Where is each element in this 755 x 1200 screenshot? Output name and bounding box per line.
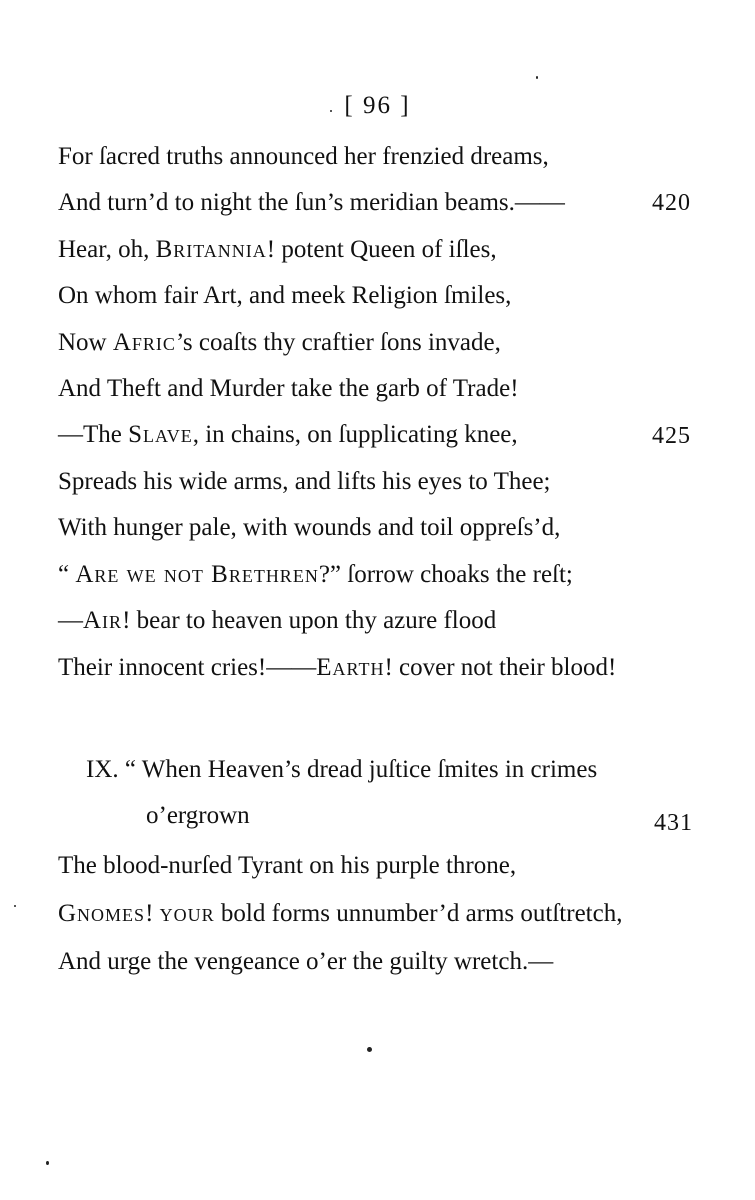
verse-text: The blood-nurſed Tyrant on his purple throne, <box>58 852 517 879</box>
verse-text: Their innocent cries!—— <box>58 654 317 681</box>
ink-speck <box>367 1047 372 1052</box>
small-caps-name: Slave <box>128 421 193 448</box>
verse-line <box>58 900 622 928</box>
small-caps-name: Are we not Brethren <box>75 561 319 588</box>
verse-line <box>58 421 518 449</box>
verse-text: ! bear to heaven upon thy azure flood <box>122 607 497 634</box>
verse-text: o’ergrown <box>146 802 250 829</box>
ink-speck <box>536 76 538 79</box>
verse-line <box>58 514 560 542</box>
verse-line <box>58 236 497 264</box>
verse-text: ! <box>145 900 160 927</box>
small-caps-name: Afric <box>112 329 176 356</box>
line-number: 420 <box>652 190 691 216</box>
verse-line <box>58 852 516 880</box>
verse-text: And turn’d to night the ſun’s meridian beams.—— <box>58 189 565 216</box>
verse-text: IX. “ When Heaven’s dread juſtice ſmites in crimes <box>86 756 598 783</box>
small-caps-name: Gnomes <box>58 900 146 927</box>
verse-text: “ <box>58 561 76 588</box>
verse-line <box>58 143 549 171</box>
small-caps-word: your <box>159 900 215 927</box>
verse-text: And Theft and Murder take the garb of Trade! <box>58 375 519 402</box>
ink-speck <box>46 1161 49 1165</box>
verse-text: —The <box>58 421 129 448</box>
verse-text: Spreads his wide arms, and lifts his eyes to Thee; <box>58 468 551 495</box>
small-caps-name: Air <box>83 607 123 634</box>
small-caps-name: Britannia <box>155 236 267 263</box>
verse-line <box>58 948 553 976</box>
line-number: 425 <box>652 423 691 449</box>
verse-text: bold forms unnumber’d arms outſtretch, <box>214 900 623 927</box>
verse-text: , in chains, on ſupplicating knee, <box>192 421 518 448</box>
page-number: [ 96 ] <box>344 92 411 119</box>
verse-text: Hear, oh, <box>58 236 156 263</box>
verse-line <box>58 468 551 496</box>
verse-continuation <box>146 802 250 830</box>
verse-text: — <box>58 607 83 634</box>
verse-line <box>58 282 511 310</box>
line-number: 431 <box>654 810 693 836</box>
verse-line <box>58 375 519 403</box>
verse-text: And urge the vengeance o’er the guilty wretch.— <box>58 948 554 975</box>
verse-line <box>58 189 565 217</box>
verse-text: ! potent Queen of iſles, <box>266 236 497 263</box>
verse-line <box>58 654 616 682</box>
verse-text: ’s coaſts thy craftier ſons invade, <box>175 329 501 356</box>
verse-text: With hunger pale, with wounds and toil oppreſs’d, <box>58 514 561 541</box>
verse-line <box>58 561 573 589</box>
verse-text: For ſacred truths announced her frenzied dreams, <box>58 143 549 170</box>
verse-text: On whom fair Art, and meek Religion ſmiles, <box>58 282 512 309</box>
verse-line <box>58 329 501 357</box>
verse-text: ! cover not their blood! <box>384 654 617 681</box>
ink-speck <box>330 110 332 112</box>
verse-text: Now <box>58 329 113 356</box>
verse-text: ?” ſorrow choaks the reſt; <box>318 561 573 588</box>
ink-speck <box>14 905 16 907</box>
small-caps-name: Earth <box>316 654 385 681</box>
verse-line <box>58 607 496 635</box>
stanza-heading-line <box>86 756 597 784</box>
